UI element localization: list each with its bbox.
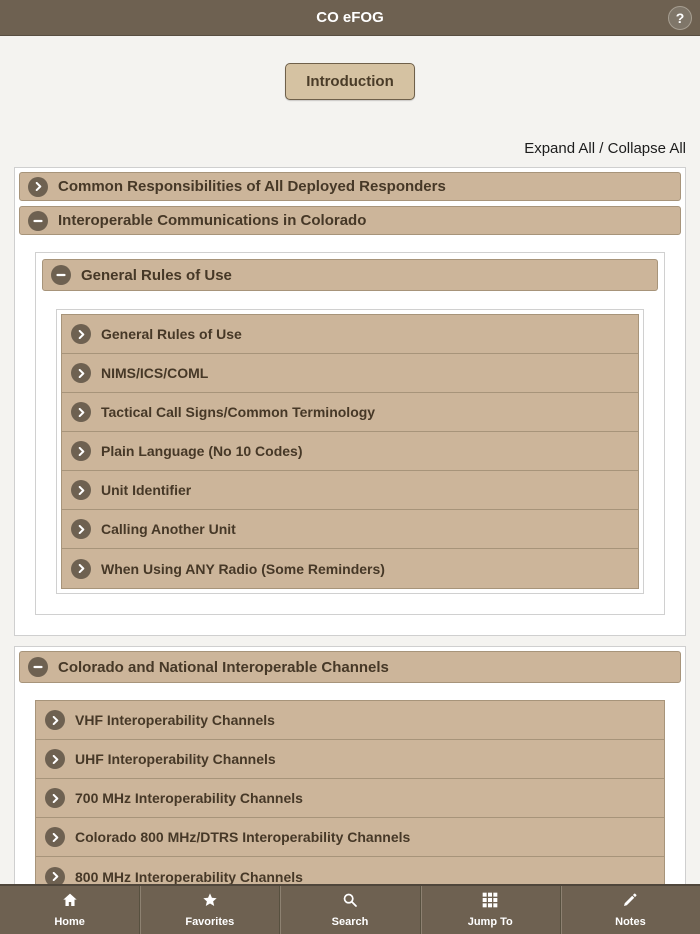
nav-label: Favorites [185, 916, 235, 928]
bottom-nav-bar [0, 884, 700, 934]
list-item-calling-another-unit[interactable] [62, 510, 638, 549]
list-item-general-rules-of-use[interactable] [62, 315, 638, 354]
collapse-minus-icon [28, 211, 48, 231]
collapse-all-link[interactable]: Collapse All [607, 140, 686, 157]
expand-collapse-separator: / [595, 140, 608, 157]
general-rules-list [61, 314, 639, 589]
nav-label: Search [331, 916, 369, 928]
list-item-tactical-call-signs[interactable] [62, 393, 638, 432]
accordion-item-common-responsibilities[interactable] [19, 172, 681, 201]
list-item-uhf-channels[interactable] [36, 740, 664, 779]
interoperable-communications-content [19, 240, 681, 631]
chevron-right-icon [71, 519, 91, 539]
accordion-item-interoperable-channels[interactable] [19, 651, 681, 683]
chevron-right-icon [45, 827, 65, 847]
list-item-plain-language[interactable] [62, 432, 638, 471]
list-item-label: When Using ANY Radio (Some Reminders) [101, 560, 385, 577]
nav-item-search[interactable] [279, 886, 419, 934]
intro-row [0, 63, 700, 100]
chevron-right-icon [71, 324, 91, 344]
chevron-right-icon [71, 402, 91, 422]
chevron-right-icon [45, 710, 65, 730]
chevron-right-icon [71, 441, 91, 461]
channels-list [35, 700, 665, 897]
list-item-label: Tactical Call Signs/Common Terminology [101, 404, 376, 420]
list-item-label: Calling Another Unit [101, 521, 236, 537]
chevron-right-icon [28, 177, 48, 197]
accordion-label: Common Responsibilities of All Deployed Responders [58, 178, 446, 195]
help-button[interactable] [668, 6, 692, 30]
accordion-panel-channels [14, 646, 686, 918]
general-rules-content [42, 296, 658, 608]
list-item-unit-identifier[interactable] [62, 471, 638, 510]
collapse-minus-icon [28, 657, 48, 677]
interoperable-channels-content [19, 688, 681, 913]
app-title: CO eFOG [316, 9, 384, 26]
nav-item-notes[interactable] [560, 886, 700, 934]
chevron-right-icon [71, 559, 91, 579]
accordion-label: General Rules of Use [81, 266, 232, 284]
help-icon: ? [675, 10, 685, 26]
introduction-button[interactable]: Introduction [285, 63, 414, 100]
search-icon [342, 892, 358, 913]
list-item-label: Unit Identifier [101, 482, 192, 498]
list-item-label: 800 MHz Interoperability Channels [75, 868, 303, 885]
nav-item-jump-to[interactable] [420, 886, 560, 934]
list-item-label: Colorado 800 MHz/DTRS Interoperability Channels [75, 829, 411, 845]
list-item-colorado-800mhz-dtrs-channels[interactable] [36, 818, 664, 857]
grid-icon [482, 892, 498, 913]
home-icon [62, 892, 78, 913]
list-item-label: Plain Language (No 10 Codes) [101, 443, 303, 459]
list-item-700mhz-channels[interactable] [36, 779, 664, 818]
list-item-label: General Rules of Use [101, 326, 242, 342]
star-icon [202, 892, 218, 913]
chevron-right-icon [45, 749, 65, 769]
top-bar [0, 0, 700, 36]
collapse-minus-icon [51, 265, 71, 285]
list-item-label: NIMS/ICS/COML [101, 365, 209, 381]
nav-label: Notes [615, 916, 646, 928]
nav-item-favorites[interactable] [139, 886, 279, 934]
accordion-label: Interoperable Communications in Colorado [58, 212, 367, 229]
nav-label: Home [54, 916, 85, 928]
chevron-right-icon [45, 788, 65, 808]
list-item-vhf-channels[interactable] [36, 701, 664, 740]
list-item-label: 700 MHz Interoperability Channels [75, 790, 303, 806]
general-rules-list-panel [56, 309, 644, 594]
chevron-right-icon [71, 363, 91, 383]
accordion-item-general-rules-of-use[interactable] [42, 259, 658, 291]
nav-item-home[interactable] [0, 886, 139, 934]
nav-label: Jump To [467, 916, 513, 928]
accordion-item-interoperable-communications[interactable] [19, 206, 681, 235]
expand-collapse-row [14, 140, 686, 157]
list-item-nims-ics-coml[interactable] [62, 354, 638, 393]
list-item-label: VHF Interoperability Channels [75, 712, 275, 728]
accordion-label: Colorado and National Interoperable Channels [58, 658, 389, 676]
list-item-when-using-any-radio[interactable] [62, 549, 638, 588]
accordion-panel-main [14, 167, 686, 636]
general-rules-panel [35, 252, 665, 615]
pencil-icon [622, 892, 638, 913]
chevron-right-icon [71, 480, 91, 500]
expand-all-link[interactable]: Expand All [524, 140, 596, 157]
list-item-label: UHF Interoperability Channels [75, 751, 276, 767]
